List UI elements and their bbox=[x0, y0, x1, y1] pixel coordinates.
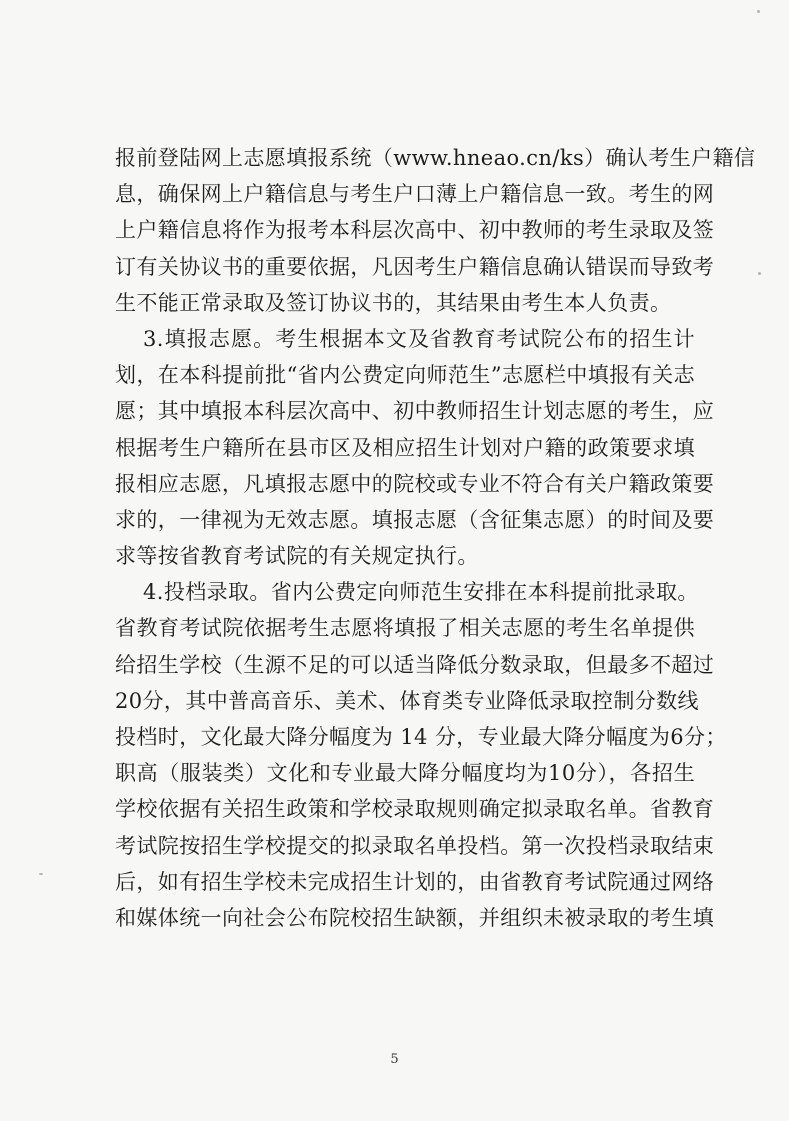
text-line: 省教育考试院依据考生志愿将填报了相关志愿的考生名单提供 bbox=[115, 616, 695, 641]
text-line: 根据考生户籍所在县市区及相应招生计划对户籍的政策要求填 bbox=[115, 435, 695, 460]
text-line: 订有关协议书的重要依据，凡因考生户籍信息确认错误而导致考 bbox=[115, 254, 715, 279]
scan-speck bbox=[757, 10, 760, 13]
text-line: 学校依据有关招生政策和学校录取规则确定拟录取名单。省教育 bbox=[115, 797, 715, 822]
body-text bbox=[115, 140, 756, 936]
text-line: 上户籍信息将作为报考本科层次高中、初中教师的考生录取及签 bbox=[115, 218, 715, 243]
page-number: 5 bbox=[390, 1052, 399, 1067]
text-line: 后，如有招生学校未完成招生计划的，由省教育考试院通过网络 bbox=[115, 869, 715, 894]
text-line: 息，确保网上户籍信息与考生户口薄上户籍信息一致。考生的网 bbox=[115, 182, 715, 207]
text-line: 求等按省教育考试院的有关规定执行。 bbox=[115, 544, 479, 569]
text-line: 划，在本科提前批“省内公费定向师范生”志愿栏中填报有关志 bbox=[115, 363, 695, 388]
paragraph-heading-line: 4.投档录取。省内公费定向师范生安排在本科提前批录取。 bbox=[143, 580, 699, 605]
paragraph-heading-line: 3.填报志愿。考生根据本文及省教育考试院公布的招生计 bbox=[143, 326, 695, 351]
text-line: 报前登陆网上志愿填报系统（www.hneao.cn/ks）确认考生户籍信 bbox=[115, 146, 756, 170]
scan-speck bbox=[758, 272, 761, 275]
text-line: 职高（服装类）文化和专业最大降分幅度均为10分），各招生 bbox=[115, 761, 695, 786]
text-line: 生不能正常录取及签订协议书的，其结果由考生本人负责。 bbox=[115, 290, 672, 315]
text-line: 考试院按招生学校提交的拟录取名单投档。第一次投档录取结束 bbox=[115, 833, 715, 858]
text-line: 和媒体统一向社会公布院校招生缺额，并组织未被录取的考生填 bbox=[115, 905, 715, 930]
text-line: 愿；其中填报本科层次高中、初中教师招生计划志愿的考生，应 bbox=[115, 399, 715, 424]
scan-speck bbox=[39, 873, 43, 875]
text-line: 给招生学校（生源不足的可以适当降低分数录取，但最多不超过 bbox=[115, 652, 715, 677]
text-line: 报相应志愿，凡填报志愿中的院校或专业不符合有关户籍政策要 bbox=[115, 471, 715, 496]
text-line: 投档时，文化最大降分幅度为 14 分，专业最大降分幅度为6分； bbox=[115, 725, 727, 749]
text-line: 求的，一律视为无效志愿。填报志愿（含征集志愿）的时间及要 bbox=[115, 507, 715, 532]
text-line: 20分，其中普高音乐、美术、体育类专业降低录取控制分数线 bbox=[115, 688, 699, 713]
